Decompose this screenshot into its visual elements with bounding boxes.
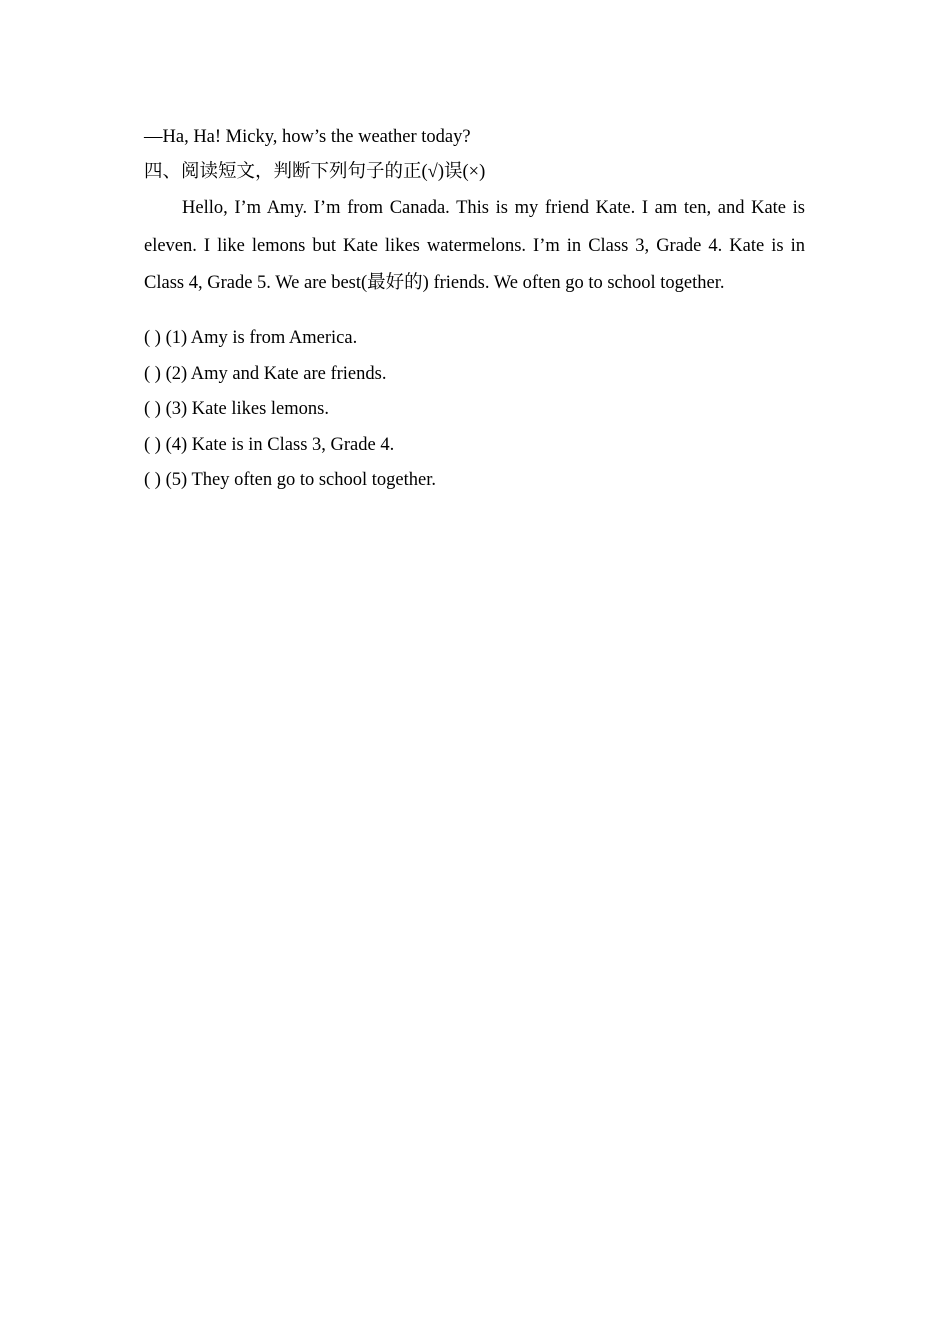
section-heading: 四、阅读短文，判断下列句子的正(√)误(×) [144, 162, 486, 182]
question-item [144, 428, 805, 464]
answer-bracket[interactable]: ( ) [144, 328, 161, 348]
dialogue-line: —Ha, Ha! Micky, how’s the weather today? [144, 127, 471, 147]
reading-passage: Hello, I’m Amy. I’m from Canada. This is my friend Kate. I am ten, and Kate is eleven. I like lemons but Kate likes watermelons. I’m in Class 3, Grade 4. Kate is in Class 4, Grade 5. We are best(最好的) friends. We often go to school together. [144, 198, 805, 293]
question-item [144, 463, 805, 499]
answer-bracket[interactable]: ( ) [144, 399, 161, 419]
question-text: (1) Amy is from America. [165, 328, 358, 348]
question-item [144, 392, 805, 428]
question-text: (5) They often go to school together. [165, 470, 436, 490]
question-item [144, 321, 805, 357]
question-text: (3) Kate likes lemons. [165, 399, 329, 419]
document-page [144, 120, 805, 499]
question-item [144, 357, 805, 393]
answer-bracket[interactable]: ( ) [144, 434, 161, 455]
question-text: (2) Amy and Kate are friends. [165, 363, 387, 384]
question-text: (4) Kate is in Class 3, Grade 4. [165, 434, 395, 455]
answer-bracket[interactable]: ( ) [144, 363, 161, 384]
answer-bracket[interactable]: ( ) [144, 470, 161, 490]
